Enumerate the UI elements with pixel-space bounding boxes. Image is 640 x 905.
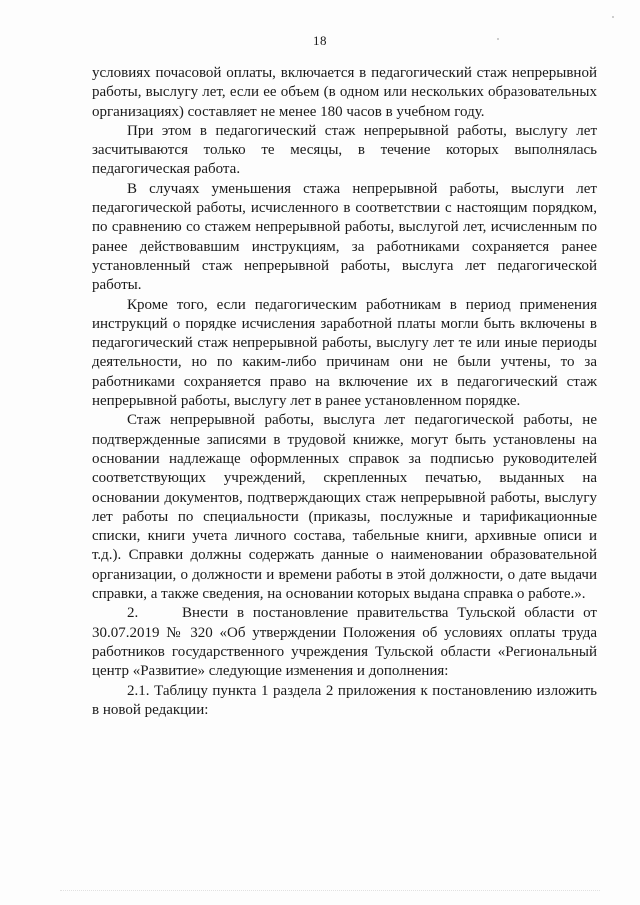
- paragraph-retained-right: Кроме того, если педагогическим работникам в период применения инструкций о порядке исчисления заработной платы могли быть включены в педагогический стаж непрерывной работы, выслугу лет те или иные периоды деятельности, но по каким-либо причинам они не были учтены, то за работниками сохраняется право на включение их в педагогический стаж непрерывной работы, выслугу лет в ранее установленном порядке.: [92, 296, 597, 410]
- scan-noise-line: [60, 890, 600, 893]
- paragraph-reduced-tenure: В случаях уменьшения стажа непрерывной работы, выслуги лет педагогической работы, исчисленного в соответствии с настоящим порядком, по сравнению со стажем непрерывной работы, выслугой лет, исчисленным по ранее действовавшим инструкциям, за работниками сохраняется ранее установленный стаж непрерывной работы, выслуга лет педагогической работы.: [92, 180, 597, 294]
- paragraph-counted-months: При этом в педагогический стаж непрерывной работы, выслугу лет засчитываются только те месяцы, в течение которых выполнялась педагогическая работа.: [92, 122, 597, 178]
- paragraph-certificates: Стаж непрерывной работы, выслуга лет педагогической работы, не подтвержденные записями в трудовой книжке, могут быть установлены на основании надлежаще оформленных справок за подписью руководителей соответствующих учреждений, скрепленных печатью, выданных на основании документов, подтверждающих стаж непрерывной работы, выслугу лет работы по специальности (приказы, послужные и тарификационные списки, книги учета личного состава, табельные книги, архивные описи и т.д.). Справки должны содержать данные о наименовании образовательной организации, о должности и времени работы в этой должности, о дате выдачи справки, а также сведения, на основании которых выдана справка о работе.».: [92, 412, 597, 603]
- document-body: [92, 64, 597, 720]
- paragraph-amendment-item-2: 2. Внести в постановление правительства Тульской области от 30.07.2019 № 320 «Об утверждении Положения об условиях оплаты труда работников государственного учреждения Тульской области «Региональный центр «Развитие» следующие изменения и дополнения:: [92, 605, 597, 680]
- scan-speck: [497, 38, 499, 40]
- paragraph-pedagogical-hours: условиях почасовой оплаты, включается в педагогический стаж непрерывной работы, выслугу лет, если ее объем (в одном или нескольких образовательных организациях) составляет не менее 180 часов в учебном году.: [92, 65, 597, 120]
- paragraph-amendment-item-2-1: 2.1. Таблицу пункта 1 раздела 2 приложения к постановлению изложить в новой редакции:: [92, 682, 597, 718]
- scan-speck: [612, 16, 614, 18]
- page-number: 18: [313, 33, 327, 48]
